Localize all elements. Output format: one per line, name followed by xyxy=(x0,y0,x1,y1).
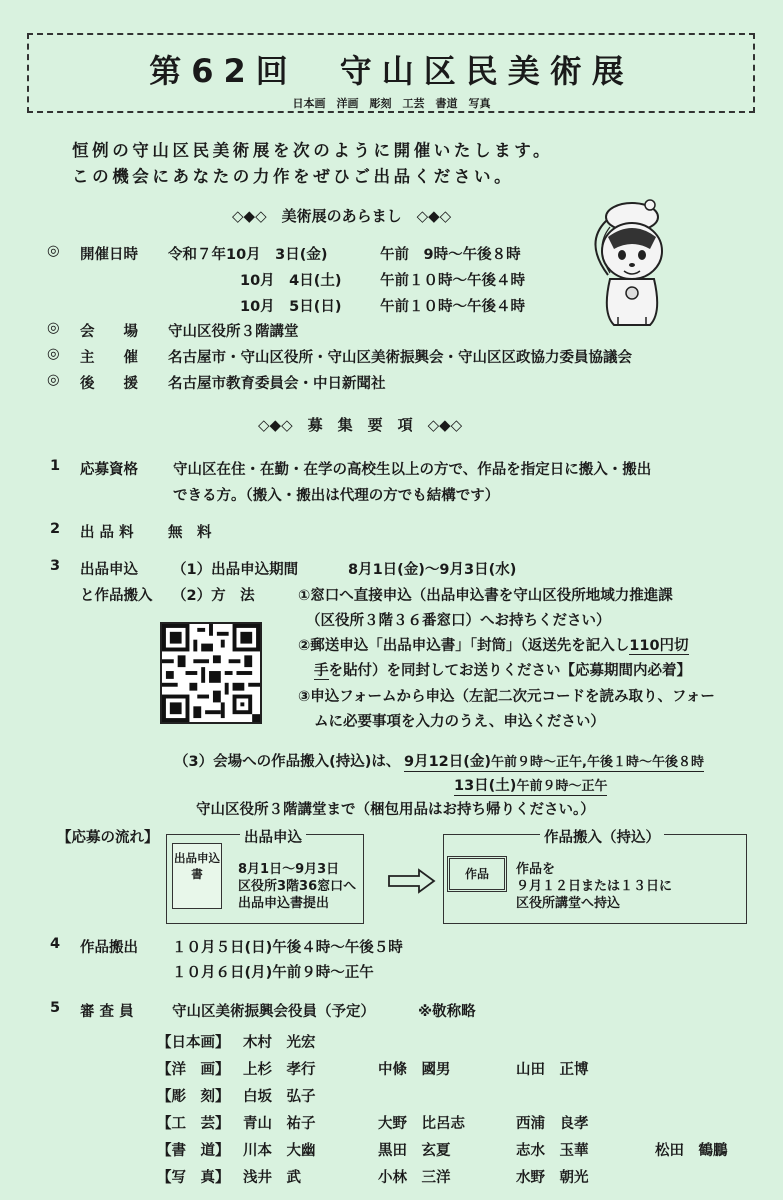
page-title: 第62回 守山区民美術展 xyxy=(149,52,634,90)
bullet-icon: ◎ xyxy=(47,320,60,336)
sponsor-value: 名古屋市教育委員会・中日新聞社 xyxy=(168,376,386,392)
eligibility-label: 応募資格 xyxy=(80,462,138,478)
method-3: ムに必要事項を入力のうえ、申込ください） xyxy=(314,714,605,730)
return-label: 作品搬出 xyxy=(80,940,138,956)
fee-label: 出 品 料 xyxy=(80,525,134,541)
eligibility-text: 守山区在住・在勤・在学の高校生以上の方で、作品を指定日に搬入・搬出 xyxy=(173,462,652,478)
item-number: 4 xyxy=(50,936,61,952)
intro-line-2: この機会にあなたの力作をぜひご出品ください。 xyxy=(72,167,515,186)
flow-box-delivery-title: 作品搬入（持込） xyxy=(540,826,664,847)
schedule-date: 令和７年10月 3日(金) xyxy=(168,247,328,263)
schedule-date: 10月 5日(日) xyxy=(240,299,342,315)
flow-box-application-title: 出品申込 xyxy=(240,826,306,847)
flow-box-delivery-text: 作品を xyxy=(516,862,556,877)
method-3: ③申込フォームから申込（左記二次元コードを読み取り、フォー xyxy=(298,689,715,705)
organizer-label: 主 催 xyxy=(80,350,138,366)
judge-category: 【工 芸】 xyxy=(157,1116,230,1132)
judge-name: 中條 國男 xyxy=(378,1062,451,1078)
period-value: 8月1日(金)～9月3日(水) xyxy=(348,562,517,578)
flow-box-application-text: 8月1日～9月3日 xyxy=(238,862,340,877)
return-line: １０月５日(日)午後４時～午後５時 xyxy=(172,940,403,956)
venue-value: 守山区役所３階講堂 xyxy=(168,324,299,340)
delivery-line-1: 9月12日(金)午前９時～正午,午後１時～午後８時 xyxy=(404,750,704,772)
delivery-label: （3）会場への作品搬入(持込)は、 xyxy=(174,754,401,770)
fee-value: 無 料 xyxy=(168,525,212,541)
judge-name: 大野 比呂志 xyxy=(378,1116,465,1132)
intro-line-1: 恒例の守山区民美術展を次のように開催いたします。 xyxy=(72,141,554,160)
judge-name: 川本 大幽 xyxy=(243,1143,316,1159)
venue-label: 会 場 xyxy=(80,324,138,340)
item-number: 1 xyxy=(50,458,61,474)
judge-name: 志水 玉華 xyxy=(516,1143,589,1159)
flow-box-delivery-text: 区役所講堂へ持込 xyxy=(516,896,621,911)
return-line: １０月６日(月)午前９時～正午 xyxy=(172,965,374,981)
judge-name: 白坂 弘子 xyxy=(243,1089,316,1105)
judge-name: 木村 光宏 xyxy=(243,1035,316,1051)
bullet-icon: ◎ xyxy=(47,372,60,388)
schedule-date: 10月 4日(土) xyxy=(240,273,342,289)
bullet-icon: ◎ xyxy=(47,346,60,362)
item-number: 2 xyxy=(50,521,61,537)
schedule-time: 午前１０時～午後４時 xyxy=(380,299,525,315)
judge-name: 浅井 武 xyxy=(243,1170,301,1186)
qr-code[interactable] xyxy=(160,622,262,724)
schedule-label: 開催日時 xyxy=(80,247,138,263)
judges-value: 守山区美術振興会役員（予定） xyxy=(172,1004,375,1020)
item-number: 3 xyxy=(50,558,61,574)
judge-name: 山田 正博 xyxy=(516,1062,589,1078)
judge-name: 水野 朝光 xyxy=(516,1170,589,1186)
judge-category: 【書 道】 xyxy=(157,1143,230,1159)
flow-label: 【応募の流れ】 xyxy=(57,830,159,846)
judges-note: ※敬称略 xyxy=(418,1004,476,1020)
application-label: と作品搬入 xyxy=(80,588,153,604)
page-subtitle: 日本画 洋画 彫刻 工芸 書道 写真 xyxy=(292,97,491,110)
judge-category: 【日本画】 xyxy=(157,1035,230,1051)
overview-heading: ◇◆◇ 美術展のあらまし ◇◆◇ xyxy=(232,207,452,225)
judge-name: 黒田 玄夏 xyxy=(378,1143,451,1159)
judge-name: 小林 三洋 xyxy=(378,1170,451,1186)
schedule-time: 午前 9時～午後８時 xyxy=(380,247,521,263)
delivery-note: 守山区役所３階講堂まで（梱包用品はお持ち帰りください。） xyxy=(196,802,595,818)
method-1: （区役所３階３６番窓口）へお持ちください） xyxy=(306,613,611,629)
requirements-heading: ◇◆◇ 募 集 要 項 ◇◆◇ xyxy=(258,416,463,434)
mascot-illustration xyxy=(588,193,674,333)
schedule-time: 午前１０時～午後４時 xyxy=(380,273,525,289)
application-form-icon: 出品申込書 xyxy=(172,843,222,909)
judges-label: 審 査 員 xyxy=(80,1004,134,1020)
bullet-icon: ◎ xyxy=(47,243,60,259)
method-2: 手を貼付）を同封してお送りください【応募期間内必着】 xyxy=(314,663,691,679)
flow-box-delivery-text: ９月１２日または１３日に xyxy=(516,879,673,894)
flow-arrow-icon xyxy=(387,868,437,894)
judge-name: 松田 鶴鵬 xyxy=(655,1143,728,1159)
artwork-icon: 作品 xyxy=(447,856,507,892)
application-label: 出品申込 xyxy=(80,562,138,578)
method-label: （2）方 法 xyxy=(172,588,255,604)
judge-name: 西浦 良孝 xyxy=(516,1116,589,1132)
judge-category: 【洋 画】 xyxy=(157,1062,230,1078)
judge-name: 上杉 孝行 xyxy=(243,1062,316,1078)
flow-box-application-text: 出品申込書提出 xyxy=(238,896,330,911)
judge-category: 【彫 刻】 xyxy=(157,1089,230,1105)
method-2: ②郵送申込「出品申込書」「封筒」（返送先を記入し110円切 xyxy=(298,638,689,654)
judge-name: 青山 祐子 xyxy=(243,1116,316,1132)
item-number: 5 xyxy=(50,1000,61,1016)
eligibility-text: できる方。（搬入・搬出は代理の方でも結構です） xyxy=(173,488,500,504)
judge-category: 【写 真】 xyxy=(157,1170,230,1186)
sponsor-label: 後 援 xyxy=(80,376,138,392)
period-label: （1）出品申込期間 xyxy=(172,562,299,578)
delivery-line-2: 13日(土)午前９時～正午 xyxy=(454,774,607,796)
organizer-value: 名古屋市・守山区役所・守山区美術振興会・守山区区政協力委員協議会 xyxy=(168,350,632,366)
flow-box-application-text: 区役所3階36窓口へ xyxy=(238,879,357,894)
method-1: ①窓口へ直接申込（出品申込書を守山区役所地域力推進課 xyxy=(298,588,673,604)
